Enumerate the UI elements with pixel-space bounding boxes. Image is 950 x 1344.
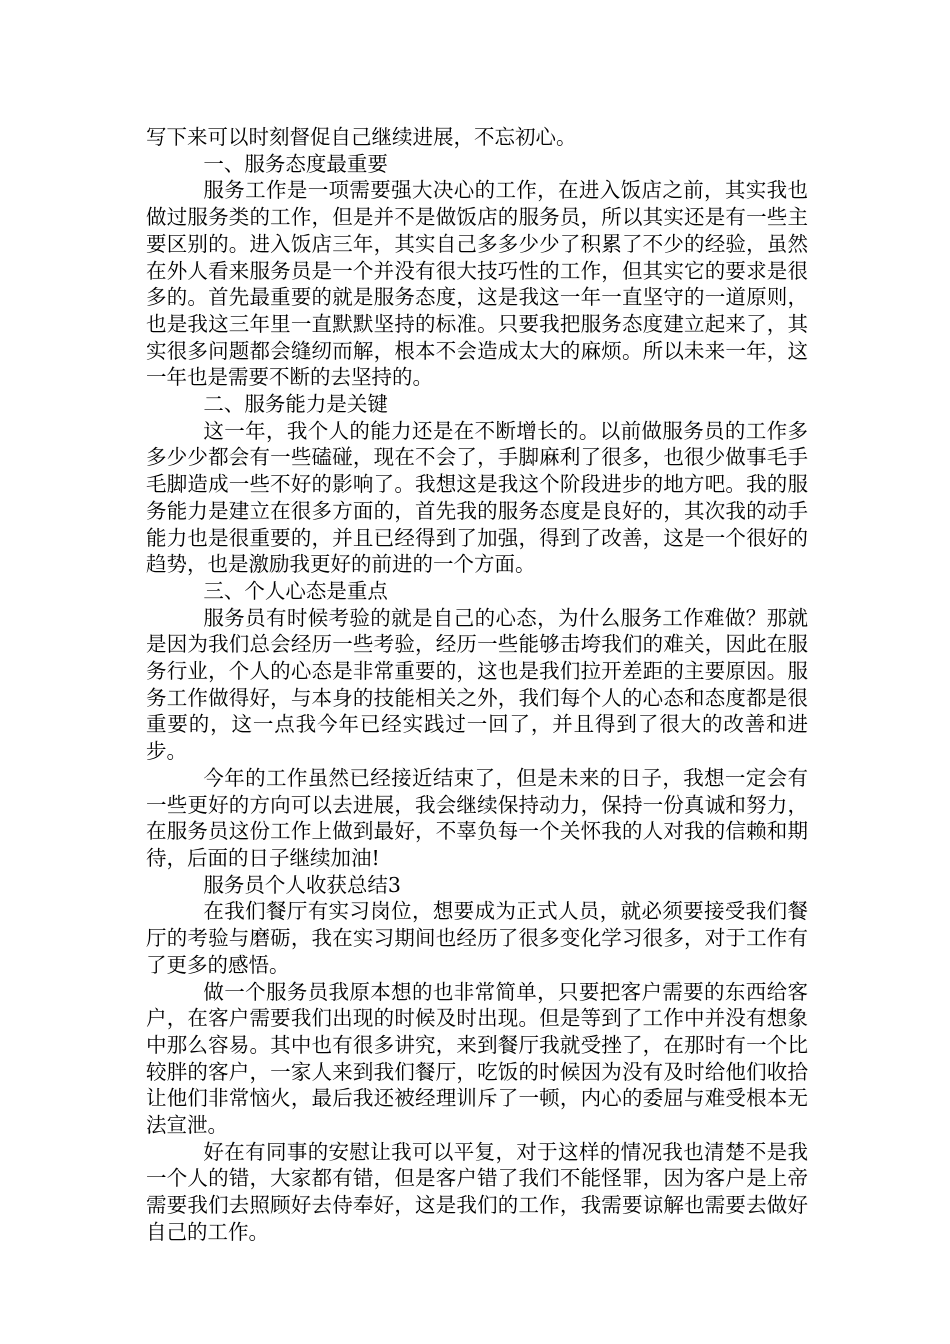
- paragraph: 做一个服务员我原本想的也非常简单，只要把客户需要的东西给客户，在客户需要我们出现的时候及时出现。但是等到了工作中并没有想象中那么容易。其中也有很多讲究，来到餐厅我就受挫了，在那时有一个比较胖的客户，一家人来到我们餐厅，吃饭的时候因为没有及时给他们收拾让他们非常恼火，最后我还被经理训斥了一顿，内心的委屈与难受根本无法宣泄。: [146, 979, 808, 1138]
- paragraph: 在我们餐厅有实习岗位，想要成为正式人员，就必须要接受我们餐厅的考验与磨砺，我在实习期间也经历了很多变化学习很多，对于工作有了更多的感悟。: [146, 899, 808, 977]
- paragraph: 好在有同事的安慰让我可以平复，对于这样的情况我也清楚不是我一个人的错，大家都有错，但是客户错了我们不能怪罪，因为客户是上帝需要我们去照顾好去侍奉好，这是我们的工作，我需要谅解也需要去做好自己的工作。: [146, 1139, 808, 1244]
- paragraph: 服务员有时候考验的就是自己的心态，为什么服务工作难做？那就是因为我们总会经历一些考验，经历一些能够击垮我们的难关，因此在服务行业，个人的心态是非常重要的，这也是我们拉开差距的主要原因。服务工作做得好，与本身的技能相关之外，我们每个人的心态和态度都是很重要的，这一点我今年已经实践过一回了，并且得到了很大的改善和进步。: [146, 605, 808, 764]
- document-body: [146, 124, 808, 1246]
- article-title: 服务员个人收获总结3: [203, 872, 401, 897]
- paragraph: 服务工作是一项需要强大决心的工作，在进入饭店之前，其实我也做过服务类的工作，但是并不是做饭店的服务员，所以其实还是有一些主要区别的。进入饭店三年，其实自己多多少少了积累了不少的经验，虽然在外人看来服务员是一个并没有很大技巧性的工作，但其实它的要求是很多的。首先最重要的就是服务态度，这是我这一年一直坚守的一道原则，也是我这三年里一直默默坚持的标准。只要我把服务态度建立起来了，其实很多问题都会缝纫而解，根本不会造成太大的麻烦。所以未来一年，这一年也是需要不断的去坚持的。: [146, 178, 808, 390]
- section-heading-1: 一、服务态度最重要: [203, 151, 388, 176]
- paragraph: 这一年，我个人的能力还是在不断增长的。以前做服务员的工作多多少少都会有一些磕碰，现在不会了，手脚麻利了很多，也很少做事毛手毛脚造成一些不好的影响了。我想这是我这个阶段进步的地方吧。我的服务能力是建立在很多方面的，首先我的服务态度是良好的，其次我的动手能力也是很重要的，并且已经得到了加强，得到了改善，这是一个很好的趋势，也是激励我更好的前进的一个方面。: [146, 418, 808, 577]
- paragraph-continuation: 写下来可以时刻督促自己继续进展，不忘初心。: [146, 125, 577, 149]
- paragraph: 今年的工作虽然已经接近结束了，但是未来的日子，我想一定会有一些更好的方向可以去进展，我会继续保持动力，保持一份真诚和努力，在服务员这份工作上做到最好，不辜负每一个关怀我的人对我的信赖和期待，后面的日子继续加油!: [146, 765, 808, 870]
- section-heading-2: 二、服务能力是关键: [203, 392, 388, 417]
- section-heading-3: 三、个人心态是重点: [203, 578, 388, 603]
